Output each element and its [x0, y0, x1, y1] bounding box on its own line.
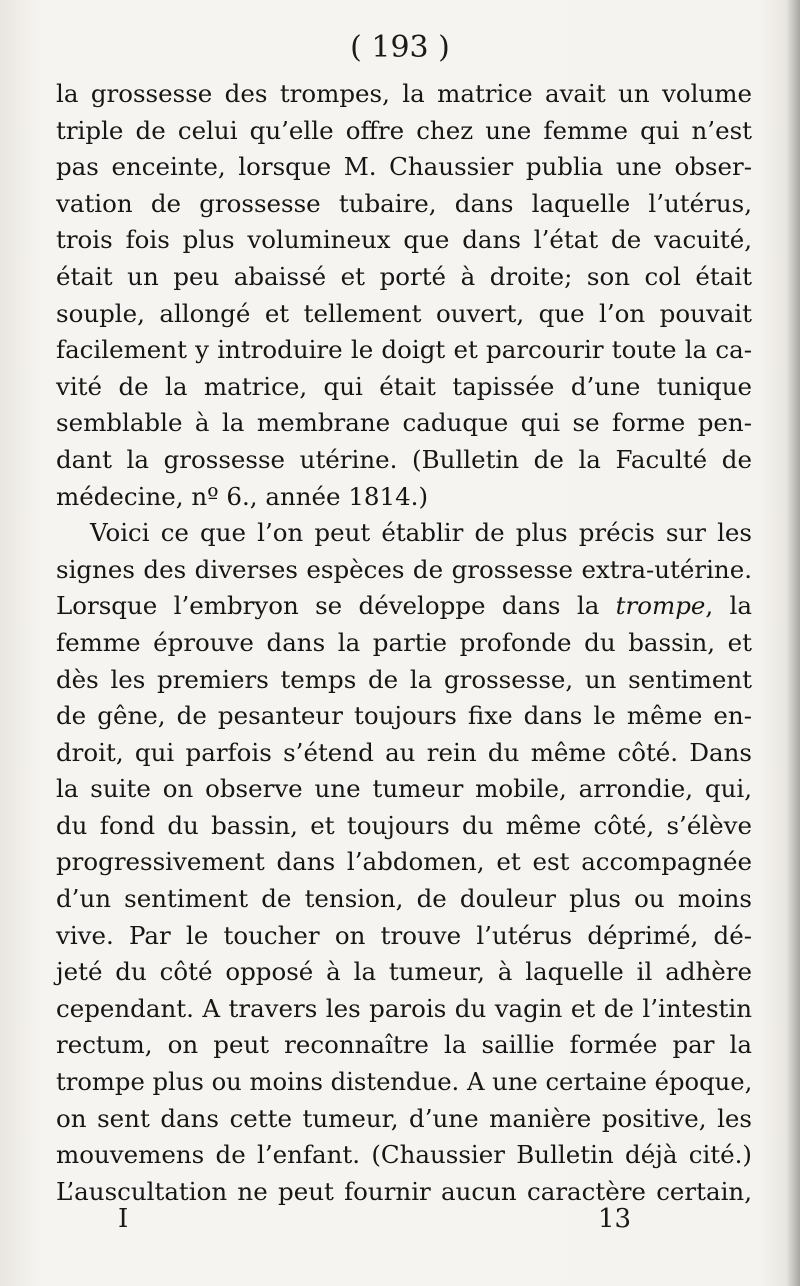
text-line: vité de la matrice, qui était tapissée d’une tunique — [56, 371, 752, 401]
text-line: signes des diverses espèces de grossesse extra-utérine. — [56, 554, 752, 584]
text-line: la suite on observe une tumeur mobile, arrondie, qui, — [56, 774, 752, 804]
text-line: Lorsque l’embryon se développe dans la trompe, la — [56, 591, 752, 621]
text-line: dant la grossesse utérine. (Bulletin de la Faculté de — [56, 444, 752, 474]
text-line: jeté du côté opposé à la tumeur, à laquelle il adhère — [56, 957, 752, 987]
gathering-number: 13 — [598, 1204, 632, 1234]
text-line: dès les premiers temps de la grossesse, un sentiment — [56, 664, 752, 694]
text-line: mouvemens de l’enfant. (Chaussier Bulletin déjà cité.) — [56, 1140, 752, 1170]
text-line: pas enceinte, lorsque M. Chaussier publia une obser- — [56, 152, 752, 182]
text-line: d’un sentiment de tension, de douleur plus ou moins — [56, 884, 752, 914]
text-line: rectum, on peut reconnaître la saillie formée par la — [56, 1030, 752, 1060]
text-line: Voici ce que l’on peut établir de plus précis sur les — [90, 518, 752, 548]
page-edge-shadow — [786, 0, 800, 1286]
text-line: vation de grossesse tubaire, dans laquelle l’utérus, — [56, 188, 752, 218]
text-line: de gêne, de pesanteur toujours fixe dans le même en- — [56, 701, 752, 731]
text-line: la grossesse des trompes, la matrice avait un volume — [56, 79, 752, 108]
text-line: semblable à la membrane caduque qui se forme pen- — [56, 408, 752, 438]
text-line: femme éprouve dans la partie profonde du bassin, et — [56, 627, 752, 657]
text-line: était un peu abaissé et porté à droite; son col était — [56, 261, 752, 291]
text-line: du fond du bassin, et toujours du même côté, s’élève — [56, 810, 752, 840]
text-line: progressivement dans l’abdomen, et est accompagnée — [56, 847, 752, 877]
text-line: souple, allongé et tellement ouvert, que l’on pouvait — [56, 298, 752, 328]
text-line: facilement y introduire le doigt et parcourir toute la ca- — [56, 335, 752, 365]
text-line: trois fois plus volumineux que dans l’état de vacuité, — [56, 225, 752, 255]
text-line: vive. Par le toucher on trouve l’utérus déprimé, dé- — [56, 920, 752, 950]
italic-word: trompe — [615, 591, 706, 621]
text-line: on sent dans cette tumeur, d’une manière positive, les — [56, 1103, 752, 1133]
text-line: triple de celui qu’elle offre chez une femme qui n’est — [56, 115, 752, 145]
signature-mark: I — [118, 1204, 129, 1234]
body-text — [56, 76, 752, 1210]
text-line: droit, qui parfois s’étend au rein du même côté. Dans — [56, 737, 752, 767]
text-line: médecine, nº 6., année 1814.) — [56, 481, 429, 511]
text-line: cependant. A travers les parois du vagin et de l’intestin — [56, 993, 752, 1023]
text-line: trompe plus ou moins distendue. A une certaine époque, — [56, 1067, 753, 1097]
text-line: L’auscultation ne peut fournir aucun caractère certain, — [56, 1176, 752, 1206]
page-number-header: ( 193 ) — [350, 30, 450, 65]
page-footer — [0, 1204, 800, 1244]
